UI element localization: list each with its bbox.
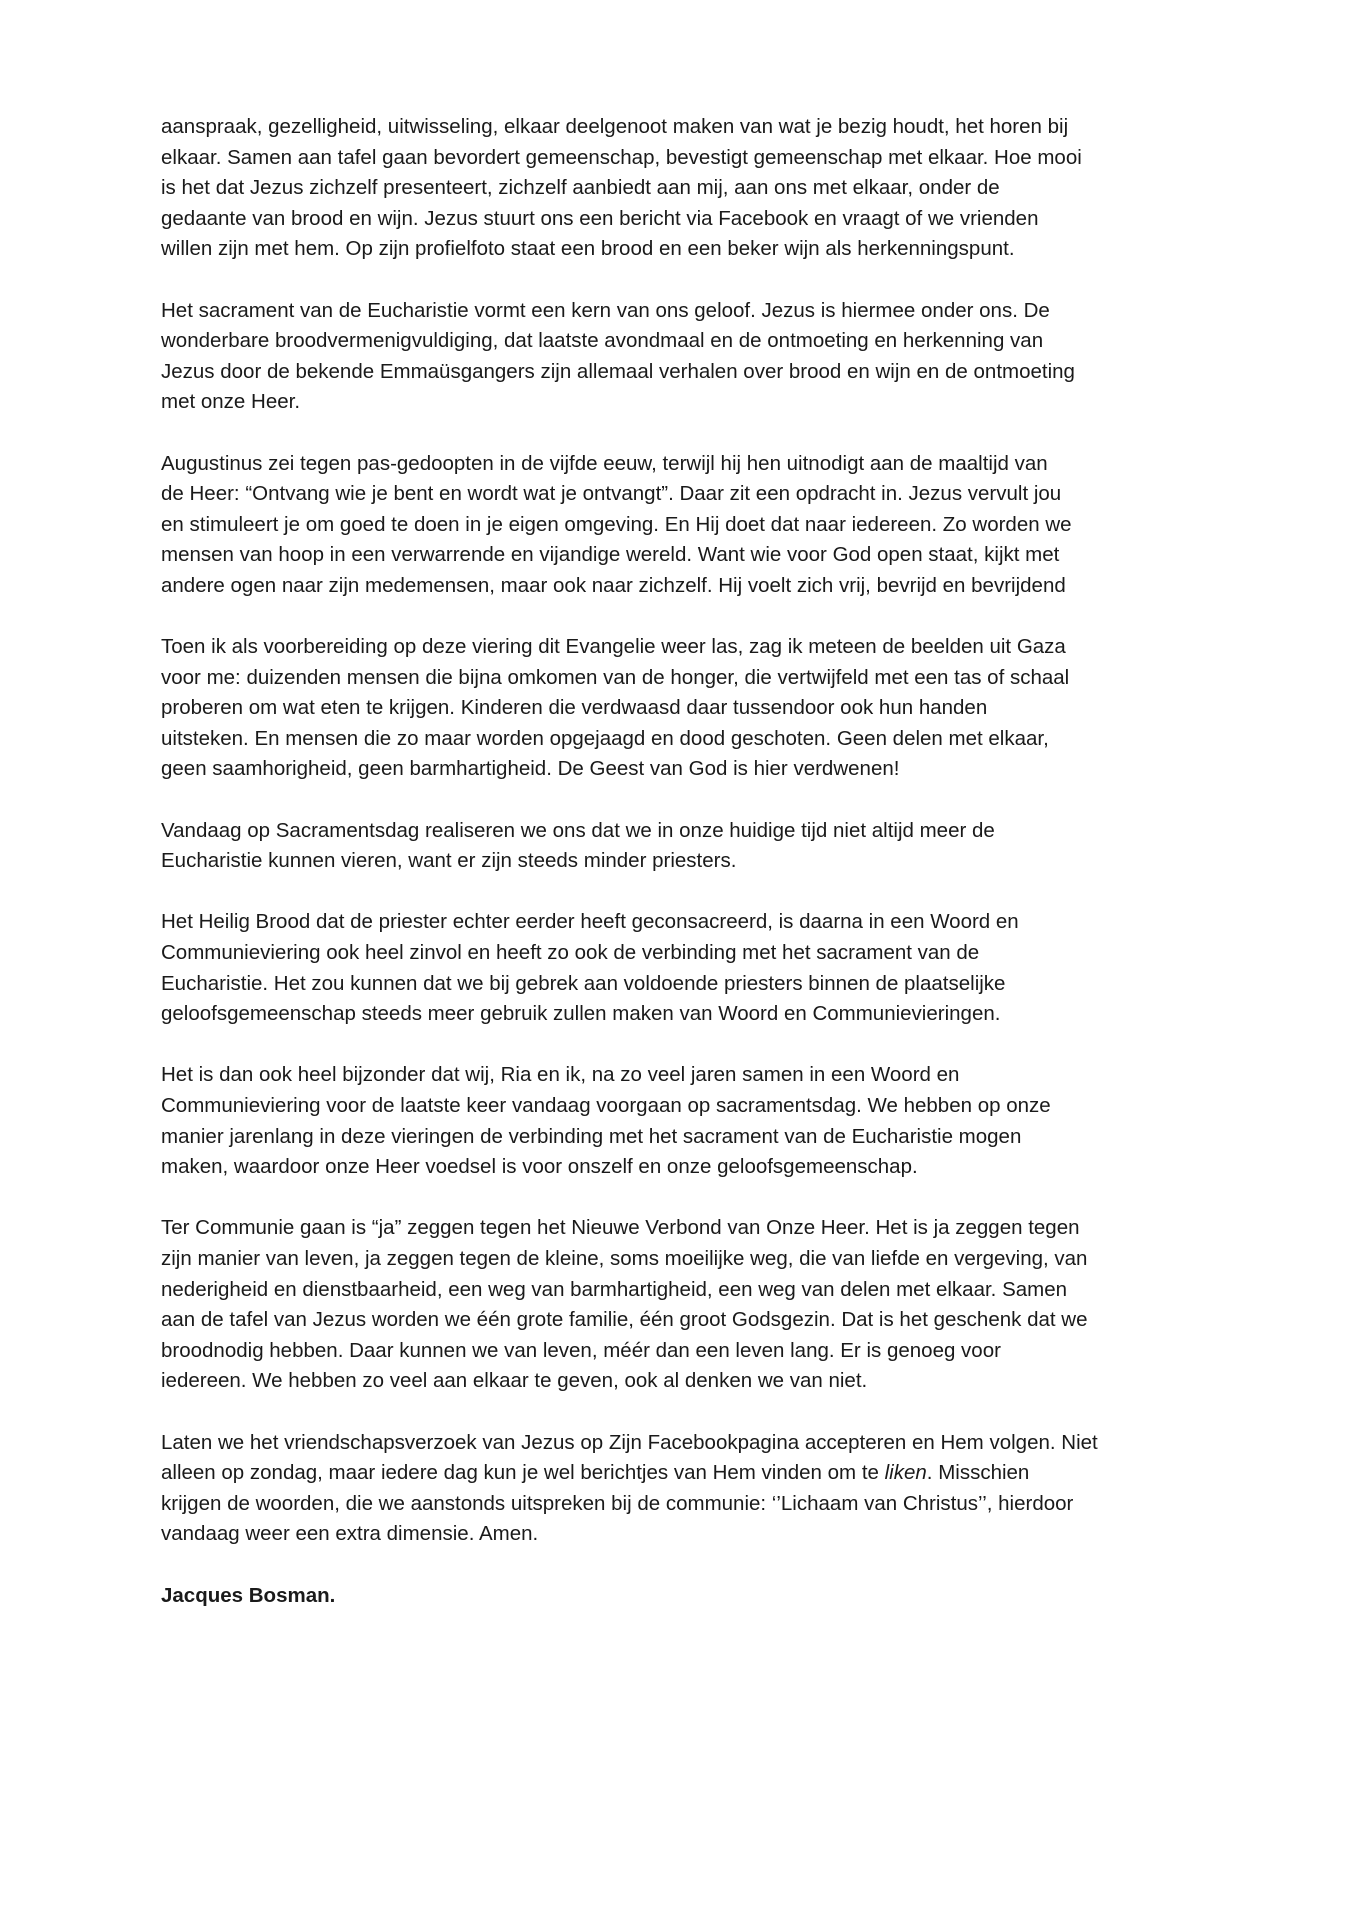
text-segment: alleen op zondag, maar iedere dag kun je wel berichtjes van Hem vinden om te [161,1461,885,1485]
text-line: Het is dan ook heel bijzonder dat wij, Ria en ik, na zo veel jaren samen in een Woord en [161,1063,960,1087]
paragraph-9 [161,1428,1221,1550]
text-line: vandaag weer een extra dimensie. Amen. [161,1522,539,1546]
text-line: Het Heilig Brood dat de priester echter eerder heeft geconsacreerd, is daarna in een Woord en [161,910,1019,934]
text-line: aan de tafel van Jezus worden we één grote familie, één groot Godsgezin. Dat is het geschenk dat we [161,1308,1088,1332]
text-line: Ter Communie gaan is “ja” zeggen tegen het Nieuwe Verbond van Onze Heer. Het is ja zeggen tegen [161,1216,1080,1240]
text-line: met onze Heer. [161,390,301,414]
text-line: geloofsgemeenschap steeds meer gebruik zullen maken van Woord en Communievieringen. [161,1002,1001,1026]
text-line: voor me: duizenden mensen die bijna omkomen van de honger, die vertwijfeld met een tas of schaal [161,665,1070,689]
text-line: nederigheid en dienstbaarheid, een weg van barmhartigheid, een weg van delen met elkaar. Samen [161,1277,1068,1301]
text-line: krijgen de woorden, die we aanstonds uitspreken bij de communie: ‘’Lichaam van Christus’’, hierdoor [161,1491,1074,1515]
text-line: mensen van hoop in een verwarrende en vijandige wereld. Want wie voor God open staat, kijkt met [161,543,1060,567]
paragraph-5 [161,816,1221,877]
text-line: Communieviering ook heel zinvol en heeft zo ook de verbinding met het sacrament van de [161,941,980,965]
paragraph-1 [161,112,1221,265]
signature: Jacques Bosman. [161,1583,336,1607]
text-line: proberen om wat eten te krijgen. Kinderen die verdwaasd daar tussendoor ook hun handen [161,696,988,720]
paragraph-6 [161,907,1221,1029]
text-line: wonderbare broodvermenigvuldiging, dat laatste avondmaal en de ontmoeting en herkenning van [161,329,1044,353]
text-line: uitsteken. En mensen die zo maar worden opgejaagd en dood geschoten. Geen delen met elkaar, [161,726,1049,750]
paragraph-3 [161,449,1221,602]
text-line: andere ogen naar zijn medemensen, maar ook naar zichzelf. Hij voelt zich vrij, bevrijd en bevrijdend [161,573,1066,597]
italic-word: liken [884,1461,927,1485]
text-line: maken, waardoor onze Heer voedsel is voor onszelf en onze geloofsgemeenschap. [161,1155,918,1179]
text-line: de Heer: “Ontvang wie je bent en wordt wat je ontvangt”. Daar zit een opdracht in. Jezus vervult jou [161,482,1062,506]
text-line: Eucharistie kunnen vieren, want er zijn steeds minder priesters. [161,849,737,873]
paragraph-7 [161,1060,1221,1182]
text-line-mixed [161,1458,1221,1489]
text-line: geen saamhorigheid, geen barmhartigheid. De Geest van God is hier verdwenen! [161,757,900,781]
text-line: broodnodig hebben. Daar kunnen we van leven, méér dan een leven lang. Er is genoeg voor [161,1338,1001,1362]
text-line: manier jarenlang in deze vieringen de verbinding met het sacrament van de Eucharistie mogen [161,1124,1022,1148]
text-line: Laten we het vriendschapsverzoek van Jezus op Zijn Facebookpagina accepteren en Hem volgen. Niet [161,1430,1098,1454]
text-line: Jezus door de bekende Emmaüsgangers zijn allemaal verhalen over brood en wijn en de ontmoeting [161,359,1075,383]
text-line: Eucharistie. Het zou kunnen dat we bij gebrek aan voldoende priesters binnen de plaatselijke [161,971,1006,995]
text-line: Het sacrament van de Eucharistie vormt een kern van ons geloof. Jezus is hiermee onder ons. De [161,298,1050,322]
text-line: is het dat Jezus zichzelf presenteert, zichzelf aanbiedt aan mij, aan ons met elkaar, onder de [161,176,1000,200]
text-line: Toen ik als voorbereiding op deze viering dit Evangelie weer las, zag ik meteen de beelden uit Gaza [161,635,1066,659]
text-line: Vandaag op Sacramentsdag realiseren we ons dat we in onze huidige tijd niet altijd meer de [161,818,995,842]
paragraph-8 [161,1213,1221,1397]
text-line: aanspraak, gezelligheid, uitwisseling, elkaar deelgenoot maken van wat je bezig houdt, het horen bij [161,115,1069,138]
text-line: Augustinus zei tegen pas-gedoopten in de vijfde eeuw, terwijl hij hen uitnodigt aan de maaltijd van [161,451,1048,475]
paragraph-4 [161,632,1221,785]
document-page [161,112,1221,1611]
text-line: willen zijn met hem. Op zijn profielfoto staat een brood en een beker wijn als herkenningspunt. [161,237,1015,261]
text-line: iedereen. We hebben zo veel aan elkaar te geven, ook al denken we van niet. [161,1369,868,1393]
paragraph-2 [161,296,1221,418]
text-line: zijn manier van leven, ja zeggen tegen de kleine, soms moeilijke weg, die van liefde en vergeving, van [161,1246,1088,1270]
text-segment: . Misschien [926,1461,1030,1485]
text-line: Communieviering voor de laatste keer vandaag voorgaan op sacramentsdag. We hebben op onze [161,1094,1051,1117]
text-line: en stimuleert je om goed te doen in je eigen omgeving. En Hij doet dat naar iedereen. Zo worden we [161,512,1072,536]
text-line: gedaante van brood en wijn. Jezus stuurt ons een bericht via Facebook en vraagt of we vrienden [161,206,1039,230]
text-line: elkaar. Samen aan tafel gaan bevordert gemeenschap, bevestigt gemeenschap met elkaar. Hoe mooi [161,145,1082,169]
